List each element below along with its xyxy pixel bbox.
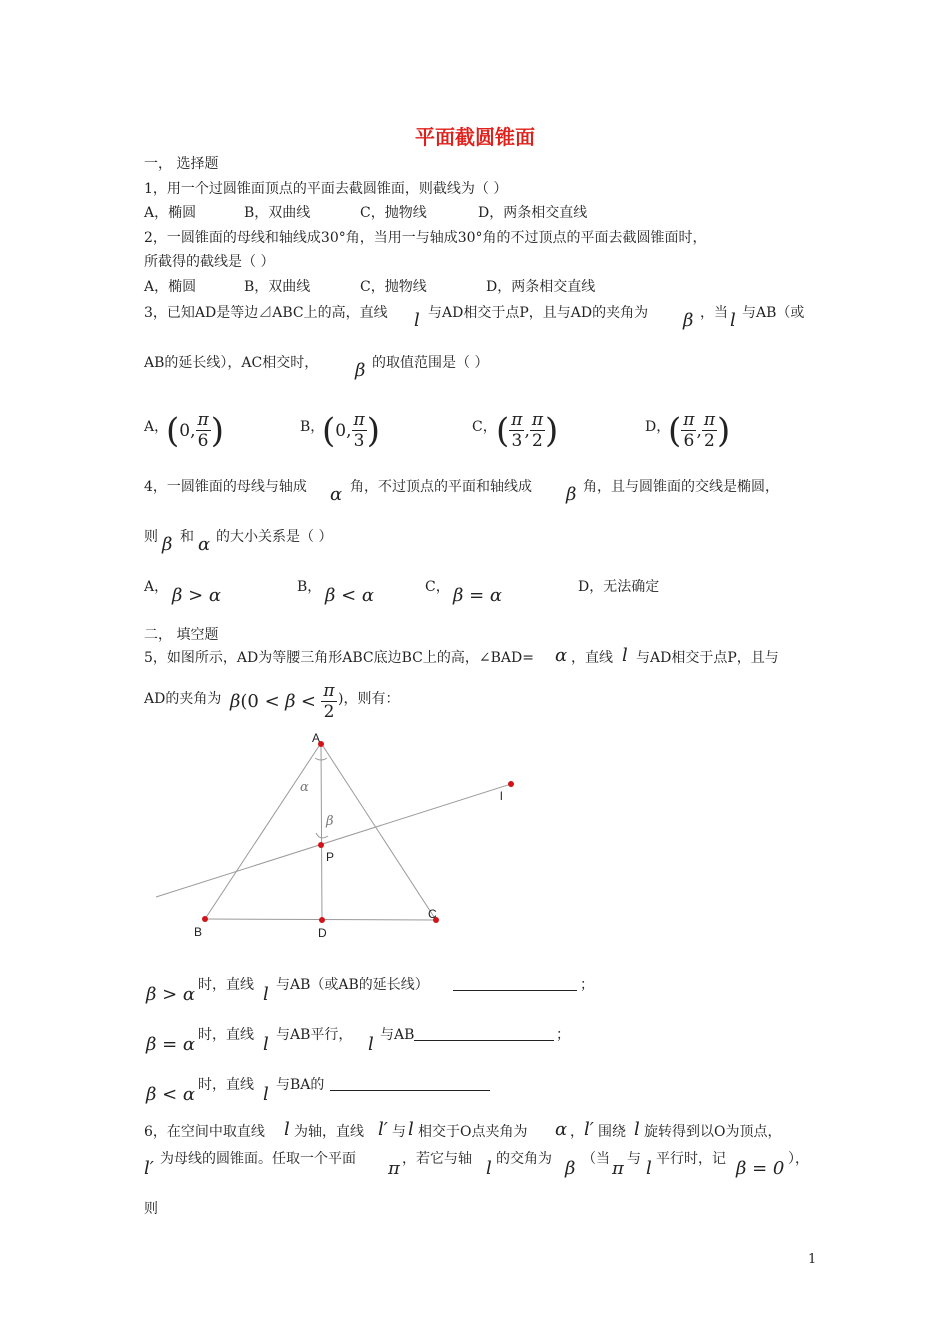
q3-option-a-interval: ( 0, $\frac{\pi}{6}$ ): [166, 410, 224, 451]
label-d: D: [318, 926, 327, 940]
q6-last-line: 则: [144, 1201, 158, 1217]
segment-ac: [321, 743, 436, 920]
q6-text-part9: ，若它与轴: [402, 1151, 472, 1167]
symbol-alpha: α: [555, 1119, 568, 1140]
q4-text-part2: 角，不过顶点的平面和轴线成: [350, 479, 532, 495]
q6-text-part5: ，: [570, 1124, 584, 1140]
q4-option-b-label: B，: [297, 579, 322, 595]
q2-option-a: A，椭圆: [144, 279, 197, 295]
q5-line3-text-b: 与BA的: [276, 1077, 325, 1093]
q6-text-part1: 6，在空间中取直线: [144, 1124, 265, 1140]
q3-option-c-label: C，: [472, 419, 497, 435]
page-number: 1: [808, 1252, 817, 1267]
q4-text-part5: 和: [180, 529, 194, 545]
q5-line2-condition: β = α: [146, 1034, 196, 1055]
q6-text-part3: 与: [392, 1124, 406, 1140]
q4-text-part6: 的大小关系是（ ）: [216, 529, 333, 545]
q5-line3-condition: β < α: [146, 1084, 196, 1105]
q3-text-part5: AB的延长线），AC相交时，: [144, 355, 319, 371]
q6-text-part12: 与: [627, 1151, 641, 1167]
q5-line2-end: ；: [556, 1027, 570, 1043]
symbol-beta: β: [355, 360, 366, 381]
q4-text-part3: 角，且与圆锥面的交线是椭圆，: [583, 479, 779, 495]
q1-option-b: B，双曲线: [244, 205, 311, 221]
q3-text-part4: 与AB（或: [742, 305, 805, 321]
symbol-beta: β: [683, 310, 694, 331]
symbol-l: l: [634, 1119, 640, 1140]
symbol-l: l: [368, 1034, 374, 1055]
q6-text-part6: 围绕: [598, 1124, 626, 1140]
label-l: l: [500, 789, 503, 803]
symbol-l: l: [263, 1084, 269, 1105]
q5-blank-3[interactable]: [330, 1076, 490, 1091]
q6-text-part13: 平行时，记: [656, 1151, 726, 1167]
q4-option-d: D，无法确定: [578, 579, 660, 595]
q4-text-part1: 4，一圆锥面的母线与轴成: [144, 479, 307, 495]
q5-line1-text-a: 时，直线: [198, 977, 254, 993]
symbol-l-prime: l′: [144, 1158, 154, 1179]
point-p: [318, 842, 324, 848]
q3-option-d-interval: ( $\frac{\pi}{6}$ , $\frac{\pi}{2}$ ): [668, 410, 731, 451]
q6-beta-zero: β = 0: [736, 1158, 785, 1179]
symbol-l: l: [263, 984, 269, 1005]
segment-ab: [205, 743, 321, 919]
q5-blank-1[interactable]: [453, 976, 577, 991]
q4-option-c-label: C，: [425, 579, 450, 595]
q1-option-d: D，两条相交直线: [478, 205, 588, 221]
document-title: 平面截圆锥面: [415, 125, 535, 149]
q6-text-part11: （当: [582, 1151, 610, 1167]
q4-text-part4: 则: [144, 529, 158, 545]
symbol-l-prime: l′: [584, 1119, 594, 1140]
label-beta: β: [326, 814, 334, 829]
symbol-l: l: [414, 310, 420, 331]
point-b: [202, 916, 208, 922]
q5-text-part2: ，直线: [571, 650, 613, 666]
q5-text-part1: 5，如图所示，AD为等腰三角形ABC底边BC上的高，∠BAD=: [144, 650, 534, 666]
q6-text-part2: 为轴，直线: [294, 1124, 364, 1140]
section-heading-choice: 一， 选择题: [144, 156, 219, 172]
q6-text-part8: 为母线的圆锥面。任取一个平面: [160, 1151, 356, 1167]
q5-line1-condition: β > α: [146, 984, 196, 1005]
section-heading-fill: 二， 填空题: [144, 627, 219, 643]
q4-option-a-expr: β > α: [172, 585, 222, 606]
q5-text-part4: AD的夹角为: [144, 691, 222, 707]
symbol-l-prime: l′: [378, 1119, 388, 1140]
symbol-l: l: [263, 1034, 269, 1055]
q4-option-c-expr: β = α: [453, 585, 503, 606]
q3-option-d-label: D，: [645, 419, 671, 435]
symbol-alpha: α: [198, 534, 211, 555]
q5-line2-text-b: 与AB平行，: [276, 1027, 353, 1043]
q3-option-a-label: A，: [144, 419, 169, 435]
q4-option-a-label: A，: [144, 579, 169, 595]
q3-text-part6: 的取值范围是（ ）: [372, 355, 489, 371]
q5-line2-text-a: 时，直线: [198, 1027, 254, 1043]
symbol-pi: π: [388, 1158, 400, 1179]
label-c: C: [428, 907, 437, 921]
q5-line3-text-a: 时，直线: [198, 1077, 254, 1093]
symbol-l: l: [408, 1119, 414, 1140]
symbol-alpha: α: [555, 645, 568, 666]
question-2-line2: 所截得的截线是（ ）: [144, 254, 275, 270]
symbol-l: l: [284, 1119, 290, 1140]
q2-option-b: B，双曲线: [244, 279, 311, 295]
q5-text-part3: 与AD相交于点P，且与: [636, 650, 779, 666]
symbol-pi: π: [612, 1158, 624, 1179]
q6-text-part4: 相交于O点夹角为: [418, 1124, 528, 1140]
triangle-figure: [150, 728, 540, 943]
symbol-beta: β: [565, 1158, 576, 1179]
label-alpha: α: [300, 780, 309, 795]
q3-text-part2: 与AD相交于点P，且与AD的夹角为: [428, 305, 649, 321]
q3-option-b-label: B，: [300, 419, 325, 435]
question-2-line1: 2，一圆锥面的母线和轴线成30°角，当用一与轴成30°角的不过顶点的平面去截圆锥面时，: [144, 230, 707, 246]
line-l: [156, 784, 511, 897]
q5-line1-end: ；: [580, 977, 594, 993]
q2-option-c: C，抛物线: [360, 279, 427, 295]
q4-option-b-expr: β < α: [325, 585, 375, 606]
symbol-beta: β: [566, 484, 577, 505]
q5-line1-text-b: 与AB（或AB的延长线）: [276, 977, 429, 993]
symbol-beta: β: [162, 534, 173, 555]
q6-text-part7: 旋转得到以O为顶点，: [644, 1124, 782, 1140]
symbol-l: l: [646, 1158, 652, 1179]
symbol-l: l: [730, 310, 736, 331]
q3-option-c-interval: ( $\frac{\pi}{3}$ , $\frac{\pi}{2}$ ): [496, 410, 559, 451]
symbol-l: l: [486, 1158, 492, 1179]
q1-option-c: C，抛物线: [360, 205, 427, 221]
label-b: B: [194, 925, 203, 939]
segment-ad: [321, 743, 322, 920]
q6-text-part14: ），: [788, 1151, 809, 1167]
q1-option-a: A，椭圆: [144, 205, 197, 221]
q5-line2-text-c: 与AB: [380, 1027, 415, 1043]
point-l: [508, 781, 514, 787]
symbol-alpha: α: [330, 484, 343, 505]
q3-text-part3: ，当: [700, 305, 728, 321]
q5-condition: β (0 < β < $\frac{\pi}{2}$: [230, 681, 335, 722]
q3-option-b-interval: ( 0, $\frac{\pi}{3}$ ): [322, 410, 380, 451]
label-p: P: [326, 850, 335, 864]
q5-text-part7: )，则有：: [338, 691, 400, 707]
symbol-l: l: [622, 645, 628, 666]
q6-text-part10: 的交角为: [496, 1151, 552, 1167]
q5-blank-2[interactable]: [414, 1026, 554, 1041]
question-1-text: 1，用一个过圆锥面顶点的平面去截圆锥面，则截线为（ ）: [144, 181, 508, 197]
label-a: A: [312, 731, 321, 745]
q3-text-part1: 3，已知AD是等边⊿ABC上的高，直线: [144, 305, 388, 321]
q2-option-d: D，两条相交直线: [486, 279, 596, 295]
point-d: [319, 917, 325, 923]
